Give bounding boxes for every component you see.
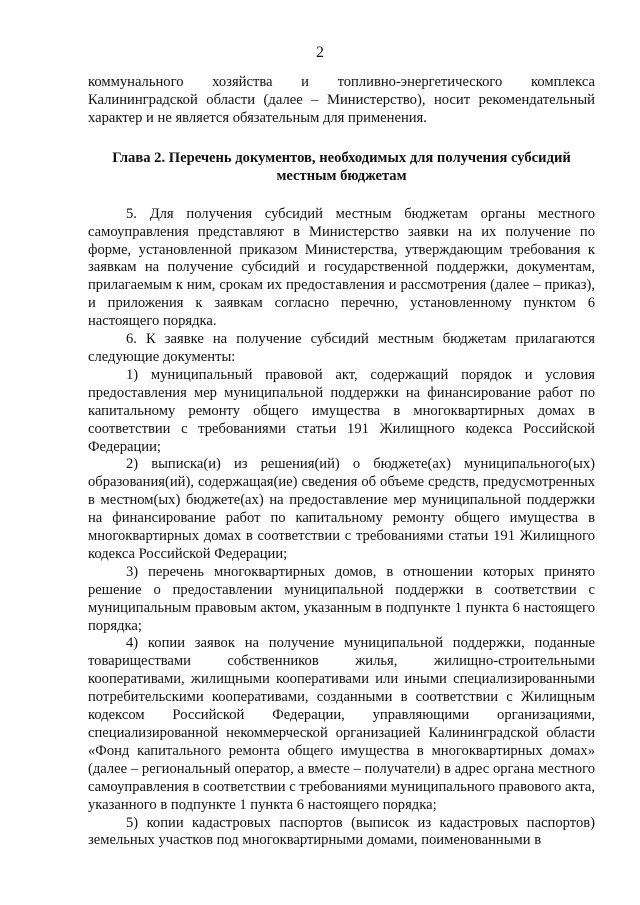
list-item-5: 5) копии кадастровых паспортов (выписок из кадастровых паспортов) земельных участков под многоквартирными домами, поименованными в (88, 814, 595, 849)
document-body (88, 74, 595, 850)
paragraph-6: 6. К заявке на получение субсидий местным бюджетам прилагаются следующие документы: (88, 331, 595, 365)
list-item-4: 4) копии заявок на получение муниципальной поддержки, поданные товариществами собственников жилья, жилищно-строительными кооперативами, жилищными кооперативами или иными специализированными потребительскими кооперативами, созданными в соответствии с Жилищным кодексом Российской Федерации, управляющими организациями, специализированной некоммерческой организацией Калининградской области «Фонд капитального ремонта общего имущества в многоквартирных домах» (далее – региональный оператор, а вместе – получатели) в адрес органа местного самоуправления в соответствии с требованиями муниципального правового акта, указанного в подпункте 1 пункта 6 настоящего порядка; (88, 635, 595, 813)
chapter-heading-line-1: Глава 2. Перечень документов, необходимых для получения субсидий (112, 149, 571, 166)
list-item-1: 1) муниципальный правовой акт, содержащий порядок и условия предоставления мер муниципальной поддержки на финансирование работ по капитальному ремонту общего имущества в многоквартирных домах в соответствии с требованиями статьи 191 Жилищного кодекса Российской Федерации; (88, 366, 595, 455)
paragraph-5: 5. Для получения субсидий местным бюджетам органы местного самоуправления представляют в Министерство заявки на их получение по форме, установленной приказом Министерства, утверждающим требования к заявкам на получение субсидий и государственной поддержки, документам, прилагаемым к ним, срокам их предоставления и рассмотрения (далее – приказ), и приложения к заявкам согласно перечню, установленному пунктом 6 настоящего порядка. (88, 205, 595, 330)
list-item-2: 2) выписка(и) из решения(ий) о бюджете(ах) муниципального(ых) образования(ий), содержащая(ие) сведения об объеме средств, предусмотренных в местном(ых) бюджете(ах) на предоставление мер муниципальной поддержки на финансирование работ по капитальному ремонту общего имущества в многоквартирных домах в соответствии с требованиями статьи 191 Жилищного кодекса Российской Федерации; (88, 456, 595, 562)
intro-paragraph: коммунального хозяйства и топливно-энергетического комплекса Калининградской области (далее – Министерство), носит рекомендательный характер и не является обязательным для применения. (88, 74, 595, 126)
list-item-3: 3) перечень многоквартирных домов, в отношении которых принято решение о предоставлении муниципальной поддержки в соответствии с муниципальным правовым актом, указанным в подпункте 1 пункта 6 настоящего порядка; (88, 563, 595, 634)
chapter-heading (88, 149, 595, 185)
page-number: 2 (316, 44, 324, 61)
chapter-heading-line-2: местным бюджетам (276, 167, 407, 184)
